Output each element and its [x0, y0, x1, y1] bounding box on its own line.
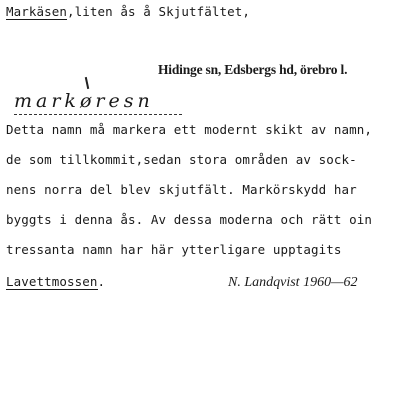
- phonetic-underline: [14, 114, 182, 115]
- header-line: [6, 4, 250, 19]
- stress-mark: [85, 77, 89, 89]
- header-description: ,liten ås å Skjutfältet,: [67, 4, 251, 19]
- referenced-place-name: Lavettmossen: [6, 274, 98, 289]
- phonetic-transcription: markøresn: [14, 90, 154, 112]
- body-line-3: nens norra del blev skjutfält. Markörskydd har: [6, 182, 357, 197]
- body-line-2: de som tillkommit,sedan stora områden av sock-: [6, 152, 357, 167]
- sentence-end: .: [97, 274, 106, 289]
- parish-location: Hidinge sn, Edsbergs hd, örebro l.: [158, 62, 348, 77]
- body-line-5: tressanta namn har här ytterligare upptagits: [6, 242, 342, 257]
- headword: Markäsen: [6, 4, 68, 19]
- body-line-4: byggts i denna ås. Av dessa moderna och rätt oin: [6, 212, 373, 227]
- source-attribution: N. Landqvist 1960—62: [228, 275, 358, 290]
- body-line-1: Detta namn må markera ett modernt skikt av namn,: [6, 122, 373, 137]
- body-line-6: [6, 274, 105, 289]
